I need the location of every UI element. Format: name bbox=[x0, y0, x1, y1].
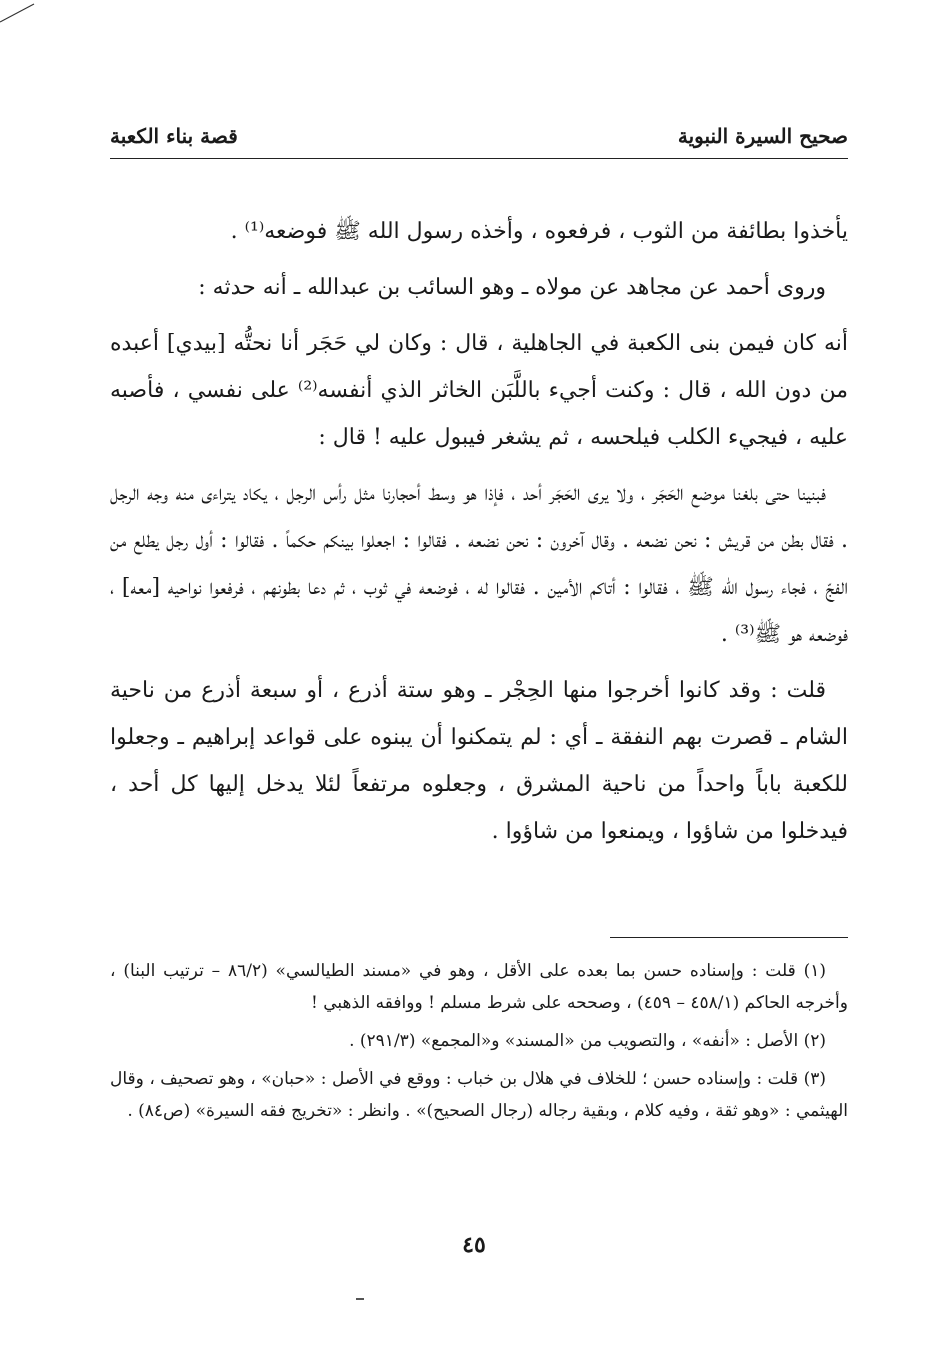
paragraph: أنه كان فيمن بنى الكعبة في الجاهلية ، قال : وكان لي حَجَر أنا نحتُّه [بيدي] أعبده من دون الله ، قال : وكنت أجيء باللَّبَن الخاثر الذي أنفسه⁽²⁾ على نفسي ، فأصبه عليه ، فيجيء الكلب فيلحسه ، ثم يشغر فيبول عليه ! قال : bbox=[110, 331, 848, 450]
main-text bbox=[110, 208, 848, 864]
paragraph: فبنينا حتى بلغنا موضع الحَجَر ، ولا يرى الحَجَر أحد ، فإذا هو وسط أحجارنا مثل رأس الرجل ، يكاد يتراءى منه وجه الرجل . فقال بطن من قريش : نحن نضعه . وقال آخرون : نحن نضعه . فقالوا : اجعلوا بينكم حكماً . فقالوا : أول رجل يطلع من الفجّ ، فجاء رسول الله ﷺ ، فقالوا : أتاكم الأمين . فقالوا له ، فوضعه في ثوب ، ثم دعا بطونهم ، فرفعوا نواحيه [معه] ، فوضعه هو ﷺ⁽³⁾ . bbox=[110, 481, 849, 647]
scan-corner-mark bbox=[0, 0, 36, 26]
footnote: (١) قلت : وإسناده حسن بما بعده على الأقل ، وهو في «مسند الطيالسي» (٨٦/٢ – ترتيب البنا) ، وأخرجه الحاكم (٤٥٨/١ – ٤٥٩) ، وصححه على شرط مسلم ! ووافقه الذهبي ! bbox=[110, 961, 848, 1013]
footnote-divider bbox=[610, 937, 848, 938]
header-divider bbox=[110, 158, 848, 159]
book-title: صحيح السيرة النبوية bbox=[677, 124, 848, 148]
paragraph: قلت : وقد كانوا أخرجوا منها الحِجْر ـ وهو ستة أذرع ، أو سبعة أذرع من ناحية الشام ـ قصرت بهم النفقة ـ أي : لم يتمكنوا أن يبنوه على قواعد إبراهيم ـ وجعلوا للكعبة باباً واحداً من ناحية المشرق ، وجعلوه مرتفعاً لئلا يدخل إليها كل أحد ، فيدخلوا من شاؤوا ، ويمنعوا من شاؤوا . bbox=[110, 678, 848, 844]
page-number: ٤٥ bbox=[462, 1232, 486, 1258]
footnotes bbox=[110, 955, 848, 1133]
running-header bbox=[110, 118, 848, 154]
paragraph: وروى أحمد عن مجاهد عن مولاه ـ وهو السائب بن عبدالله ـ أنه حدثه : bbox=[198, 275, 826, 300]
footnote: (٣) قلت : وإسناده حسن ؛ للخلاف في هلال بن خباب : ووقع في الأصل : «حبان» ، وهو تصحيف ، وقال الهيثمي : «وهو ثقة ، وفيه كلام ، وبقية رجاله (رجال الصحيح)» . وانظر : «تخريج فقه السيرة» (ص٨٤) . bbox=[110, 1069, 848, 1121]
chapter-title: قصة بناء الكعبة bbox=[110, 124, 238, 148]
paragraph: يأخذوا بطائفة من الثوب ، فرفعوه ، وأخذه رسول الله ﷺ فوضعه⁽¹⁾ . bbox=[230, 219, 848, 244]
scan-speck bbox=[356, 1298, 364, 1300]
footnote: (٢) الأصل : «أنفه» ، والتصويب من «المسند» و«المجمع» (٢٩١/٣) . bbox=[349, 1031, 826, 1051]
